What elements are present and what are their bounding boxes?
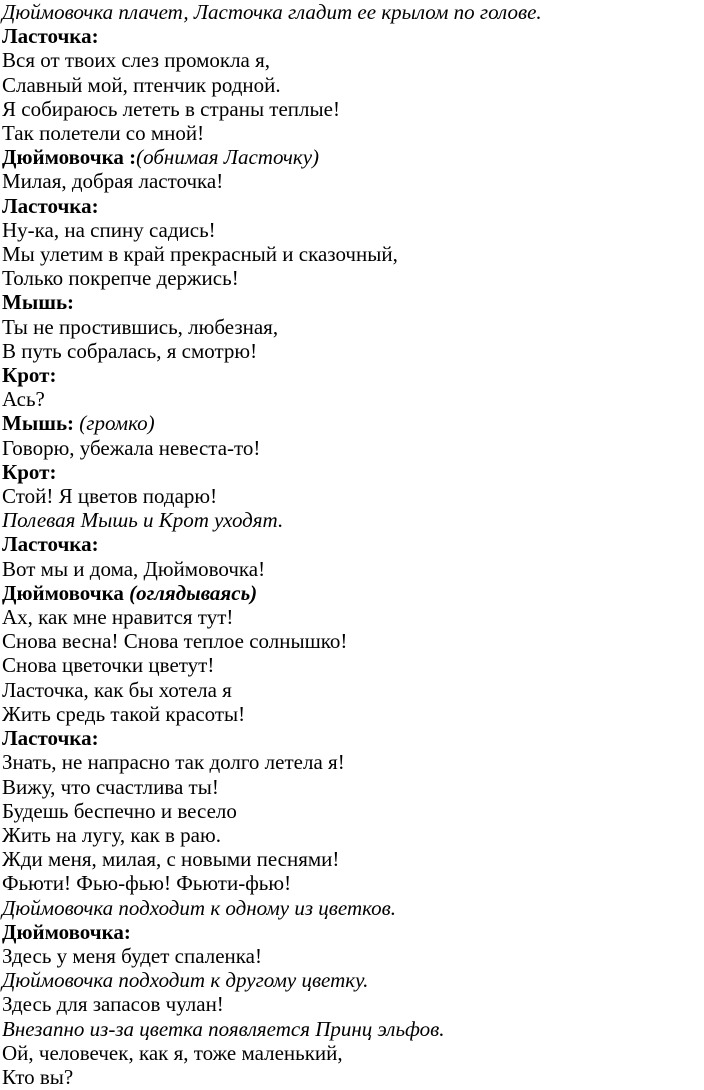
speaker-name: Мышь: xyxy=(2,290,75,315)
stage-direction: Дюймовочка подходит к одному из цветков. xyxy=(2,895,397,920)
verse-line: Жди меня, милая, с новыми песнями! xyxy=(2,847,340,872)
verse-line: Славный мой, птенчик родной. xyxy=(2,72,281,97)
verse-line: Жить на лугу, как в раю. xyxy=(2,822,221,847)
verse-line: Жить средь такой красоты! xyxy=(2,701,246,726)
verse-line: Будешь беспечно и весело xyxy=(2,798,237,823)
verse-line: Вся от твоих слез промокла я, xyxy=(2,48,271,73)
verse-line: Фьюти! Фью-фью! Фьюти-фью! xyxy=(2,871,292,896)
script-document xyxy=(2,0,702,1089)
stage-note: (обнимая Ласточку) xyxy=(136,145,320,170)
verse-line: Так полетели со мной! xyxy=(2,121,205,146)
speaker-name: Мышь: xyxy=(2,411,75,436)
verse-line: Снова цветочки цветут! xyxy=(2,653,215,678)
speaker-name: Крот: xyxy=(2,459,57,484)
speaker-name: Дюймовочка xyxy=(2,580,124,605)
stage-direction: Дюймовочка подходит к другому цветку. xyxy=(2,968,369,993)
speaker-name: Дюймовочка : xyxy=(2,145,137,170)
verse-line: Вижу, что счастлива ты! xyxy=(2,774,219,799)
verse-line: Мы улетим в край прекрасный и сказочный, xyxy=(2,242,398,267)
verse-line: Говорю, убежала невеста-то! xyxy=(2,435,261,460)
verse-line: Здесь для запасов чулан! xyxy=(2,992,224,1017)
verse-line: Ах, как мне нравится тут! xyxy=(2,605,234,630)
speaker-line xyxy=(2,411,702,435)
speaker-name: Ласточка: xyxy=(2,24,99,49)
speaker-name: Ласточка: xyxy=(2,532,99,557)
verse-line: В путь собралась, я смотрю! xyxy=(2,338,258,363)
speaker-line xyxy=(2,145,702,169)
speaker-name: Ласточка: xyxy=(2,726,99,751)
verse-line: Ласточка, как бы хотела я xyxy=(2,677,232,702)
verse-line: Знать, не напрасно так долго летела я! xyxy=(2,750,345,775)
stage-note: (оглядываясь) xyxy=(129,580,258,605)
verse-line: Милая, добрая ласточка! xyxy=(2,169,224,194)
speaker-name: Дюймовочка: xyxy=(2,919,131,944)
verse-line: Ой, человечек, как я, тоже маленький, xyxy=(2,1040,343,1065)
verse-line: Стой! Я цветов подарю! xyxy=(2,484,218,509)
verse-line: Только покрепче держись! xyxy=(2,266,239,291)
verse-line: Вот мы и дома, Дюймовочка! xyxy=(2,556,266,581)
verse-line: Ну-ка, на спину садись! xyxy=(2,217,216,242)
stage-direction: Дюймовочка плачет, Ласточка гладит ее крылом по голове. xyxy=(2,0,542,24)
verse-line: Ты не простившись, любезная, xyxy=(2,314,279,339)
stage-direction: Внезапно из-за цветка появляется Принц эльфов. xyxy=(2,1016,445,1041)
verse-line: Здесь у меня будет спаленка! xyxy=(2,943,262,968)
verse-line: Я собираюсь лететь в страны теплые! xyxy=(2,96,340,121)
speaker-name: Ласточка: xyxy=(2,193,99,218)
verse-line: Ась? xyxy=(2,387,45,412)
speaker-name: Крот: xyxy=(2,363,57,388)
verse-line: Кто вы? xyxy=(2,1064,74,1089)
verse-line: Снова весна! Снова теплое солнышко! xyxy=(2,629,348,654)
stage-direction: Полевая Мышь и Крот уходят. xyxy=(2,508,284,533)
speaker-line xyxy=(2,581,702,605)
stage-note: (громко) xyxy=(79,411,155,436)
